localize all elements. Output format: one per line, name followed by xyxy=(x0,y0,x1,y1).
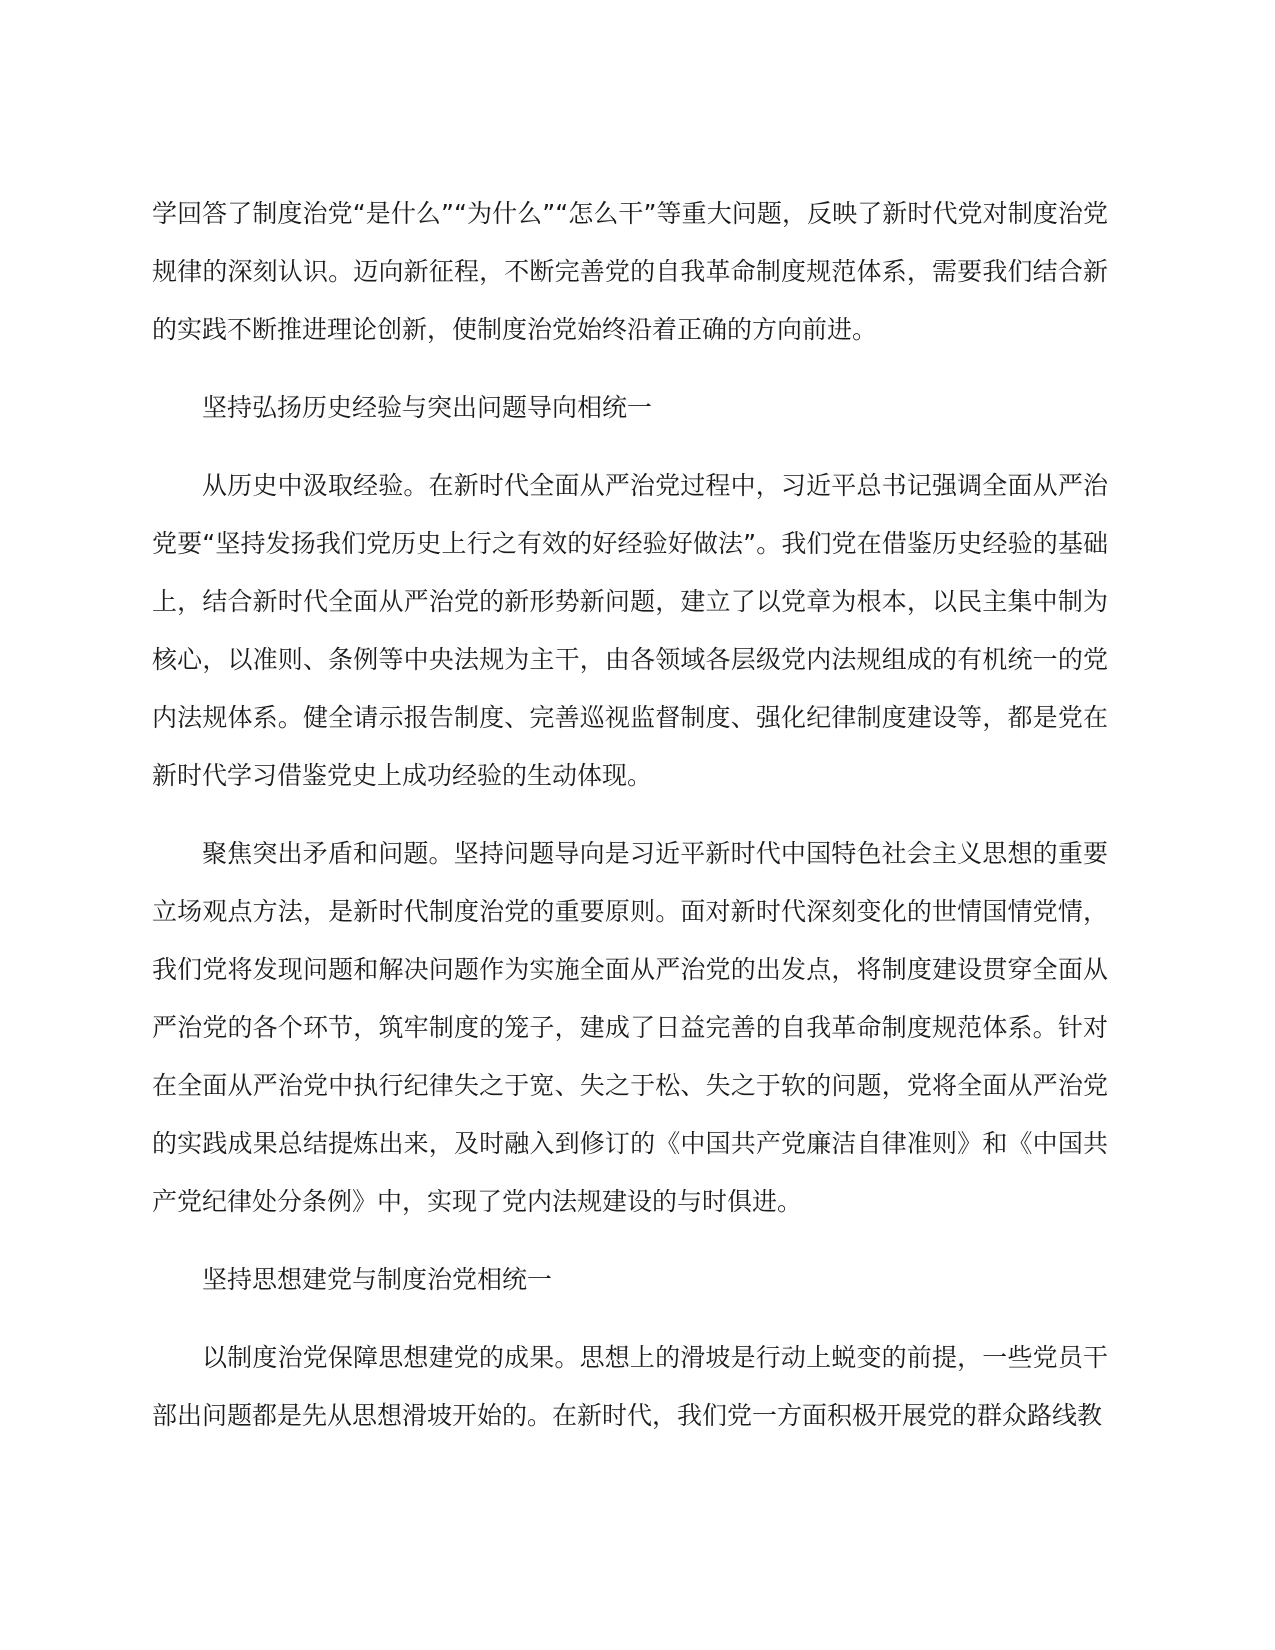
paragraph-focus-on-problems: 聚焦突出矛盾和问题。坚持问题导向是习近平新时代中国特色社会主义思想的重要立场观点方法，是新时代制度治党的重要原则。面对新时代深刻变化的世情国情党情，我们党将发现问题和解决问题作为实施全面从严治党的出发点，将制度建设贯穿全面从严治党的各个环节，筑牢制度的笼子，建成了日益完善的自我革命制度规范体系。针对在全面从严治党中执行纪律失之于宽、失之于松、失之于软的问题，党将全面从严治党的实践成果总结提炼出来，及时融入到修订的《中国共产党廉洁自律准则》和《中国共产党纪律处分条例》中，实现了党内法规建设的与时俱进。 xyxy=(152,839,1108,1216)
section-heading-ideology-and-institutions: 坚持思想建党与制度治党相统一 xyxy=(202,1265,553,1294)
paragraph-continuation: 学回答了制度治党“是什么”“为什么”“怎么干”等重大问题，反映了新时代党对制度治党规律的深刻认识。迈向新征程，不断完善党的自我革命制度规范体系，需要我们结合新的实践不断推进理论创新，使制度治党始终沿着正确的方向前进。 xyxy=(152,199,1108,344)
document-body xyxy=(152,185,1108,1465)
paragraph-institutions-safeguard-ideology: 以制度治党保障思想建党的成果。思想上的滑坡是行动上蜕变的前提，一些党员干部出问题都是先从思想滑坡开始的。在新时代，我们党一方面积极开展党的群众路线教 xyxy=(152,1343,1108,1430)
section-heading-history-and-problems: 坚持弘扬历史经验与突出问题导向相统一 xyxy=(202,393,653,422)
paragraph-learn-from-history: 从历史中汲取经验。在新时代全面从严治党过程中，习近平总书记强调全面从严治党要“坚持发扬我们党历史上行之有效的好经验好做法”。我们党在借鉴历史经验的基础上，结合新时代全面从严治党的新形势新问题，建立了以党章为根本，以民主集中制为核心，以准则、条例等中央法规为主干，由各领域各层级党内法规组成的有机统一的党内法规体系。健全请示报告制度、完善巡视监督制度、强化纪律制度建设等，都是党在新时代学习借鉴党史上成功经验的生动体现。 xyxy=(152,471,1108,790)
